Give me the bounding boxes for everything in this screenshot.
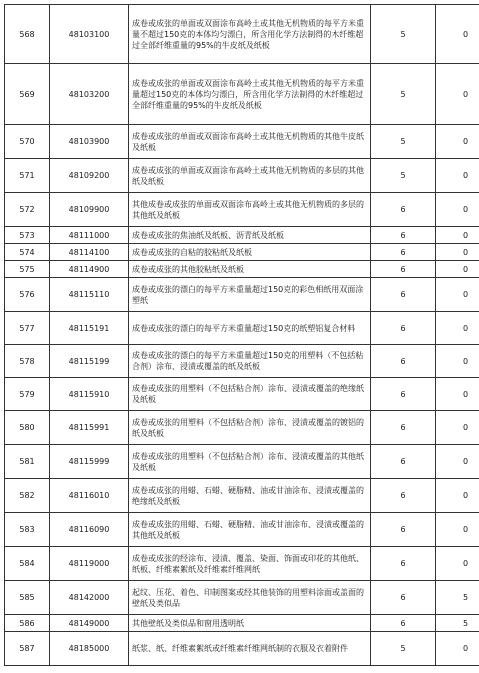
row-number: 573 (5, 227, 50, 244)
rate-a: 5 (371, 159, 436, 193)
table-row (5, 227, 479, 244)
row-number: 570 (5, 125, 50, 159)
rate-a: 6 (371, 345, 436, 378)
hs-code: 48103900 (50, 125, 129, 159)
row-number: 585 (5, 581, 50, 615)
goods-description: 成卷或成张的用塑料（不包括粘合剂）涂布、浸渍或覆盖的绝缘纸及纸板 (129, 378, 371, 411)
goods-description: 成卷或成张的用蜡、石蜡、硬脂精、油或甘油涂布、浸渍或覆盖的其他纸及纸板 (129, 513, 371, 547)
goods-description: 成卷或成张的经涂布、浸渍、覆盖、染面、饰面或印花的其他纸、纸板、纤维素絮纸及纤维素纤维网纸 (129, 547, 371, 581)
row-number: 579 (5, 378, 50, 411)
rate-a: 6 (371, 244, 436, 261)
hs-code: 48115910 (50, 378, 129, 411)
table-row (5, 581, 479, 615)
hs-code: 48119000 (50, 547, 129, 581)
row-number: 586 (5, 615, 50, 632)
hs-code: 48109900 (50, 193, 129, 227)
hs-code: 48115999 (50, 445, 129, 479)
table-row (5, 479, 479, 513)
row-number: 572 (5, 193, 50, 227)
rate-a: 6 (371, 445, 436, 479)
rate-b: 0 (436, 261, 479, 278)
rate-a: 6 (371, 227, 436, 244)
goods-description: 成卷或成张的其他胶粘纸及纸板 (129, 261, 371, 278)
rate-b: 0 (436, 513, 479, 547)
row-number: 581 (5, 445, 50, 479)
rate-b: 5 (436, 615, 479, 632)
row-number: 571 (5, 159, 50, 193)
table-row (5, 159, 479, 193)
goods-description: 成卷或成张的漂白的每平方米重量超过150克的彩色相纸用双面涂塑纸 (129, 278, 371, 312)
goods-description: 成卷或成张的自粘的胶粘纸及纸板 (129, 244, 371, 261)
hs-code: 48114900 (50, 261, 129, 278)
goods-description: 成卷或成张的用蜡、石蜡、硬脂精、油或甘油涂布、浸渍或覆盖的绝缘纸及纸板 (129, 479, 371, 513)
rate-b: 0 (436, 345, 479, 378)
row-number: 580 (5, 411, 50, 445)
rate-a: 5 (371, 64, 436, 125)
rate-a: 6 (371, 261, 436, 278)
row-number: 584 (5, 547, 50, 581)
hs-code: 48185000 (50, 632, 129, 666)
hs-code: 48115110 (50, 278, 129, 312)
table-row (5, 244, 479, 261)
rate-a: 6 (371, 615, 436, 632)
rate-b: 0 (436, 64, 479, 125)
rate-a: 6 (371, 513, 436, 547)
goods-description: 其他成卷或成张的单面或双面涂布高岭土或其他无机物质的多层的其他纸及纸板 (129, 193, 371, 227)
table-row (5, 378, 479, 411)
row-number: 582 (5, 479, 50, 513)
rate-b: 0 (436, 193, 479, 227)
rate-a: 5 (371, 5, 436, 64)
rate-b: 0 (436, 445, 479, 479)
hs-code: 48142000 (50, 581, 129, 615)
goods-description: 成卷或成张的焦油纸及纸板、沥青纸及纸板 (129, 227, 371, 244)
row-number: 587 (5, 632, 50, 666)
table-row (5, 64, 479, 125)
rate-a: 6 (371, 278, 436, 312)
rate-a: 6 (371, 479, 436, 513)
rate-b: 0 (436, 159, 479, 193)
hs-code: 48109200 (50, 159, 129, 193)
row-number: 578 (5, 345, 50, 378)
goods-description: 起纹、压花、着色、印制图案或经其他装饰的用塑料涂面或盖面的壁纸及类似品 (129, 581, 371, 615)
rate-a: 6 (371, 312, 436, 345)
goods-description: 其他壁纸及类似品和窗用透明纸 (129, 615, 371, 632)
rate-b: 0 (436, 547, 479, 581)
rate-b: 5 (436, 581, 479, 615)
table-row (5, 445, 479, 479)
table-row (5, 278, 479, 312)
row-number: 576 (5, 278, 50, 312)
table-row (5, 312, 479, 345)
table-row (5, 411, 479, 445)
goods-description: 成卷或成张的单面或双面涂布高岭土或其他无机物质的多层的其他纸及纸板 (129, 159, 371, 193)
rate-b: 0 (436, 312, 479, 345)
table-row (5, 547, 479, 581)
goods-description: 纸浆、纸、纤维素絮纸或纤维素纤维网纸制的衣服及衣着附件 (129, 632, 371, 666)
table-row (5, 345, 479, 378)
tariff-table (4, 4, 479, 666)
rate-b: 0 (436, 227, 479, 244)
table-row (5, 513, 479, 547)
table-row (5, 632, 479, 666)
goods-description: 成卷或成张的漂白的每平方米重量超过150克的纸塑铝复合材料 (129, 312, 371, 345)
goods-description: 成卷或成张的用塑料（不包括粘合剂）涂布、浸渍或覆盖的镀铝的纸及纸板 (129, 411, 371, 445)
rate-b: 0 (436, 479, 479, 513)
row-number: 583 (5, 513, 50, 547)
rate-b: 0 (436, 125, 479, 159)
goods-description: 成卷或成张的单面或双面涂布高岭土或其他无机物质的每平方米重量不超过150克的本体均匀漂白，所含用化学方法制得的木纤维超过全部纤维重量的95%的牛皮纸及纸板 (129, 5, 371, 64)
rate-b: 0 (436, 278, 479, 312)
rate-b: 0 (436, 411, 479, 445)
hs-code: 48103200 (50, 64, 129, 125)
row-number: 574 (5, 244, 50, 261)
rate-b: 0 (436, 378, 479, 411)
table-row (5, 125, 479, 159)
table-row (5, 193, 479, 227)
hs-code: 48149000 (50, 615, 129, 632)
hs-code: 48115991 (50, 411, 129, 445)
rate-a: 5 (371, 125, 436, 159)
hs-code: 48116090 (50, 513, 129, 547)
hs-code: 48116010 (50, 479, 129, 513)
rate-b: 0 (436, 632, 479, 666)
row-number: 569 (5, 64, 50, 125)
row-number: 577 (5, 312, 50, 345)
table-row (5, 615, 479, 632)
rate-a: 6 (371, 411, 436, 445)
goods-description: 成卷或成张的漂白的每平方米重量超过150克的用塑料（不包括粘合剂）涂布、浸渍或覆盖的纸及纸板 (129, 345, 371, 378)
row-number: 575 (5, 261, 50, 278)
hs-code: 48115199 (50, 345, 129, 378)
goods-description: 成卷或成张的单面或双面涂布高岭土或其他无机物质的其他牛皮纸及纸板 (129, 125, 371, 159)
rate-a: 6 (371, 581, 436, 615)
rate-b: 0 (436, 5, 479, 64)
hs-code: 48115191 (50, 312, 129, 345)
row-number: 568 (5, 5, 50, 64)
goods-description: 成卷或成张的单面或双面涂布高岭土或其他无机物质的每平方米重量超过150克的本体均匀漂白，所含用化学方法制得的木纤维超过全部纤维重量的95%的牛皮纸及纸板 (129, 64, 371, 125)
rate-a: 6 (371, 378, 436, 411)
rate-a: 6 (371, 547, 436, 581)
rate-a: 6 (371, 193, 436, 227)
hs-code: 48111000 (50, 227, 129, 244)
hs-code: 48103100 (50, 5, 129, 64)
table-row (5, 5, 479, 64)
goods-description: 成卷或成张的用塑料（不包括粘合剂）涂布、浸渍或覆盖的其他纸及纸板 (129, 445, 371, 479)
rate-b: 0 (436, 244, 479, 261)
table-row (5, 261, 479, 278)
hs-code: 48114100 (50, 244, 129, 261)
rate-a: 5 (371, 632, 436, 666)
